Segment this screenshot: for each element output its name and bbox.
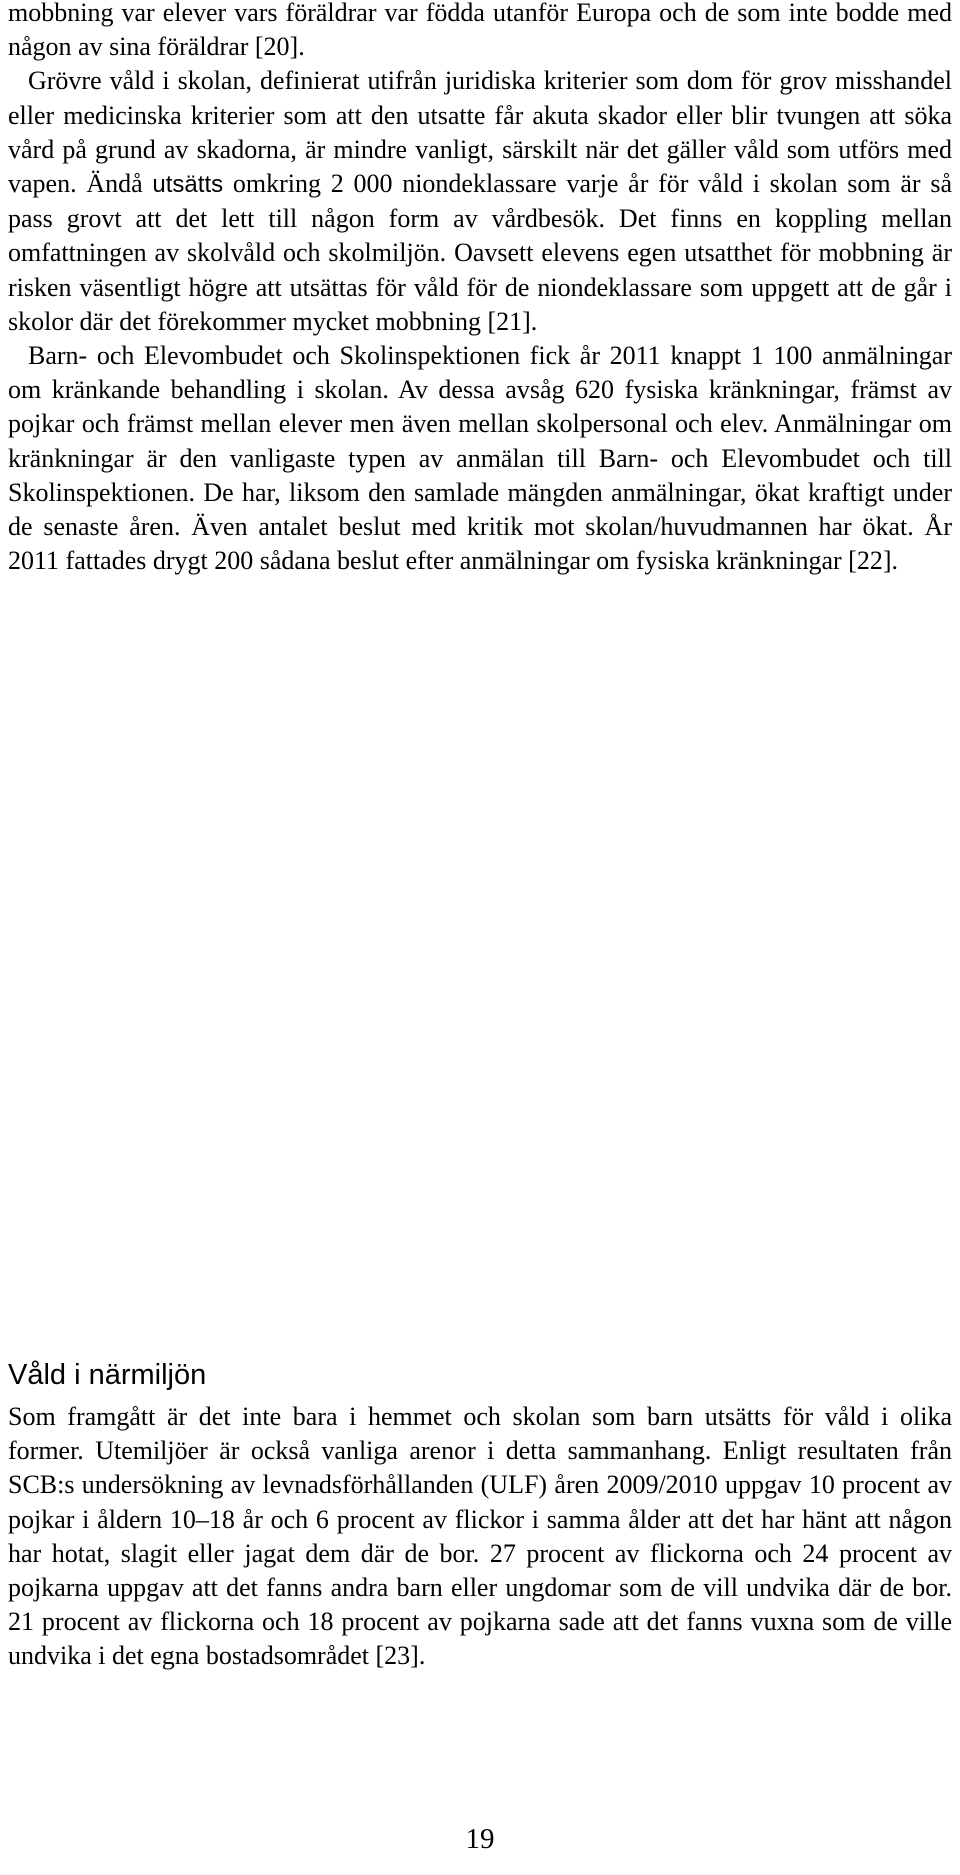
paragraph-text-sans: utsätts	[152, 171, 224, 199]
paragraph-neighbourhood-violence: Som framgått är det inte bara i hemmet och skolan som barn utsätts för våld i olika former. Utemiljöer är också vanliga arenor i detta sammanhang. Enligt resultaten från SCB:s undersökning av levnadsförhållanden (ULF) åren 2009/2010 uppgav 10 procent av pojkar i åldern 10–18 år och 6 procent av flickor i samma ålder att det har hänt att någon har hotat, slagit eller jagat dem där de bor. 27 procent av flickorna och 24 procent av pojkarna uppgav att det fanns andra barn eller ungdomar som de vill undvika där de bor. 21 procent av flickorna och 18 procent av pojkarna sade att det fanns vuxna som de ville undvika i det egna bostadsområdet [23].	[8, 1402, 952, 1671]
section-school-violence	[8, 0, 952, 578]
page-number: 19	[465, 1823, 495, 1855]
paragraph-text-rest: omkring 2 000 niondeklassare varje år för våld i skolan som är så pass grovt att det lett till någon form av vårdbesök. Det finns en koppling mellan omfattningen av skolvåld och skolmiljön. Oavsett elevens egen utsatthet för mobbning är risken väsentligt högre att utsättas för våld för de niondeklassare som uppgett att de går i skolor där det förekommer mycket mobbning [21].	[8, 169, 952, 336]
paragraph-complaints: Barn- och Elevombudet och Skolinspektionen fick år 2011 knappt 1 100 anmälningar om kränkande behandling i skolan. Av dessa avsåg 620 fysiska kränkningar, främst av pojkar och främst mellan elever men även mellan skolpersonal och elev. Anmälningar om kränkningar är den vanligaste typen av anmälan till Barn- och Elevombudet och till Skolinspektionen. De har, liksom den samlade mängden anmälningar, ökat kraftigt under de senaste åren. Även antalet beslut med kritik mot skolan/huvudmannen har ökat. År 2011 fattades drygt 200 sådana beslut efter anmälningar om fysiska kränkningar [22].	[8, 341, 952, 576]
section-heading: Våld i närmiljön	[8, 1359, 207, 1391]
paragraph-serious-violence	[8, 64, 952, 339]
paragraph-continued: mobbning var elever vars föräldrar var födda utanför Europa och de som inte bodde med någon av sina föräldrar [20].	[8, 0, 952, 62]
paragraph-text: Grövre våld i skolan, definierat utifrån juridiska kriterier som dom för grov misshandel eller medicinska kriterier som att den utsatte får akuta skador eller blir tvungen att söka vård på grund av skadorna, är mindre vanligt, särskilt när det gäller våld som utförs med vapen. Ändå	[8, 66, 952, 199]
